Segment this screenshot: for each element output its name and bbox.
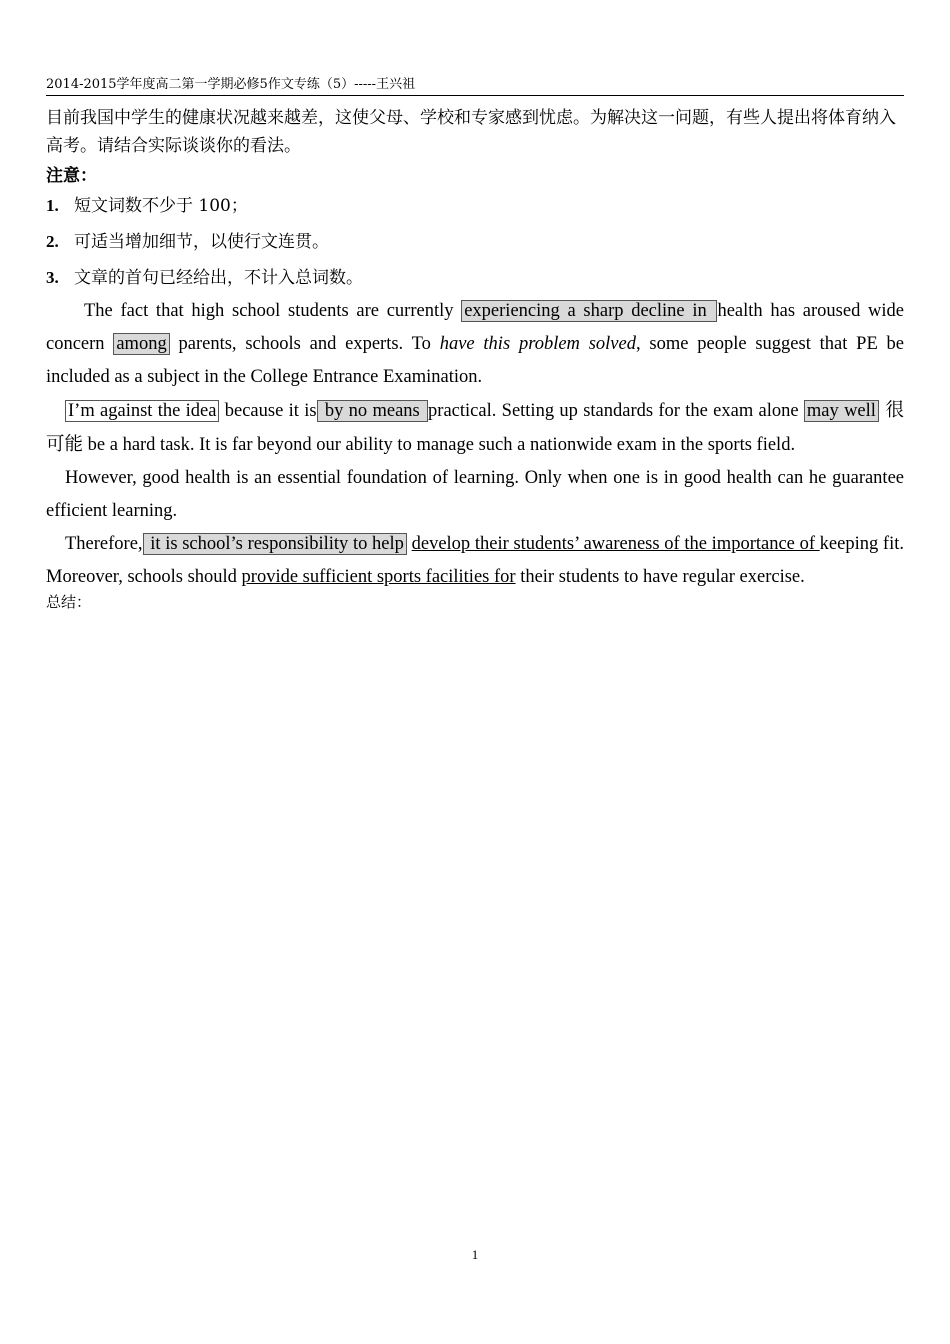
highlighted-phrase: experiencing a sharp decline in bbox=[461, 300, 717, 322]
list-item-text: 短文词数不少于 100； bbox=[74, 196, 248, 216]
list-item-text: 可适当增加细节，以使行文连贯。 bbox=[74, 232, 329, 252]
essay-body bbox=[46, 295, 904, 594]
notes-list bbox=[46, 192, 904, 300]
list-item-number: 3. bbox=[46, 268, 59, 287]
text-run: , some people suggest that PE be included as a subject in the College Entrance Examination. bbox=[46, 334, 905, 387]
italic-phrase: have this problem solved bbox=[439, 334, 636, 354]
text-run: keeping fit. Moreover, schools should bbox=[46, 534, 904, 587]
highlighted-phrase: may well bbox=[804, 400, 879, 422]
list-item bbox=[46, 192, 904, 228]
highlighted-phrase: it is school’s responsibility to help bbox=[143, 533, 407, 555]
summary-label: 总结： bbox=[46, 593, 92, 611]
list-item-number: 2. bbox=[46, 232, 59, 251]
essay-paragraph-1 bbox=[46, 295, 904, 394]
text-run: their students to have regular exercise. bbox=[515, 567, 805, 587]
boxed-phrase: I’m against the idea bbox=[65, 400, 219, 422]
highlighted-phrase: among bbox=[113, 333, 169, 355]
chinese-gloss: 很可能 bbox=[46, 400, 904, 455]
text-run: practical. Setting up standards for the exam alone bbox=[428, 401, 804, 421]
highlighted-phrase: by no means bbox=[317, 400, 429, 422]
underlined-phrase: develop their students’ awareness of the importance of bbox=[411, 534, 820, 554]
essay-paragraph-3 bbox=[46, 462, 904, 528]
notes-title: 注意： bbox=[46, 166, 97, 186]
underlined-phrase: provide sufficient sports facilities for bbox=[241, 567, 516, 587]
page-number: 1 bbox=[471, 1247, 479, 1262]
essay-prompt: 目前我国中学生的健康状况越来越差，这使父母、学校和专家感到忧虑。为解决这一问题，有些人提出将体育纳入高考。请结合实际谈谈你的看法。 bbox=[46, 108, 896, 156]
page-header: 2014-2015学年度高二第一学期必修5作文专练（5）-----王兴祖 bbox=[46, 76, 904, 96]
list-item-number: 1. bbox=[46, 196, 59, 215]
text-run: However, good health is an essential foundation of learning. Only when one is in good health can he guarantee efficient learning. bbox=[46, 468, 904, 521]
text-run: be a hard task. It is far beyond our ability to manage such a nationwide exam in the sports field. bbox=[83, 435, 796, 455]
essay-paragraph-2 bbox=[46, 394, 904, 462]
text-run: The fact that high school students are currently bbox=[84, 301, 462, 321]
text-run: parents, schools and experts. To bbox=[169, 334, 440, 354]
text-run: Therefore, bbox=[65, 534, 143, 554]
text-run: health has aroused wide concern bbox=[46, 301, 904, 354]
essay-paragraph-4 bbox=[46, 528, 904, 594]
list-item-text: 文章的首句已经给出，不计入总词数。 bbox=[74, 268, 363, 288]
text-run: because it is bbox=[219, 401, 317, 421]
list-item bbox=[46, 228, 904, 264]
